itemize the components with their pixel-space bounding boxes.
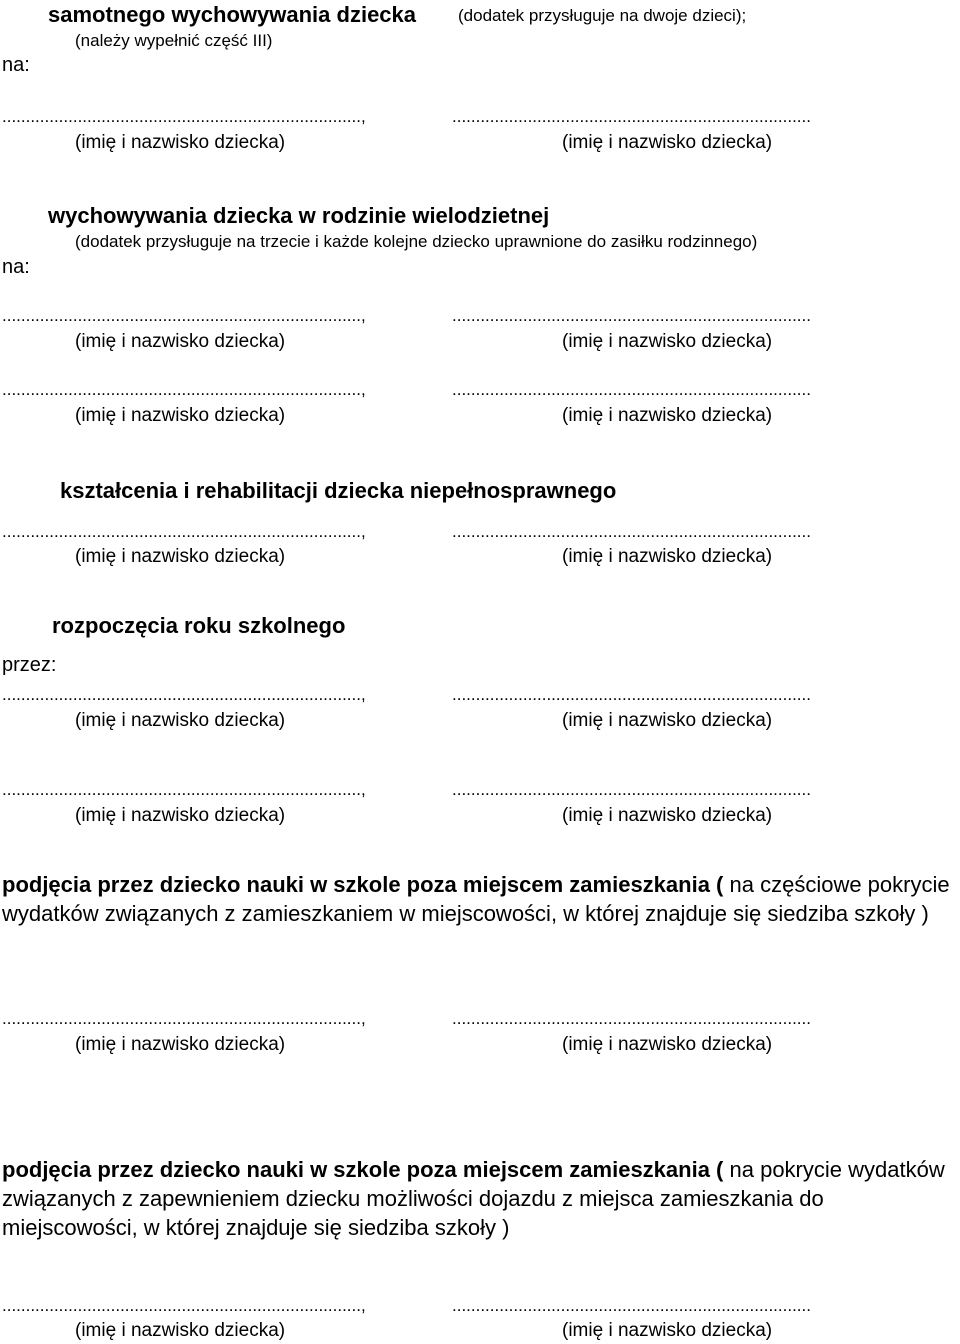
child-name-field-right[interactable]: ............................................................................	[452, 522, 811, 541]
child-name-field-left[interactable]: ............................................................................,	[2, 685, 366, 704]
child-name-field-right[interactable]: ............................................................................	[452, 380, 811, 399]
section-title-disabled-child: kształcenia i rehabilitacji dziecka niepełnosprawnego	[60, 478, 617, 503]
prefix-na: na:	[2, 256, 30, 278]
section-text-accommodation: na częściowe pokrycie wydatków związanych z zamieszkaniem w miejscowości, w której znajduje się siedziba szkoły )	[2, 872, 950, 926]
field-caption: (imię i nazwisko dziecka)	[562, 1034, 773, 1055]
prefix-przez: przez:	[2, 654, 57, 676]
field-caption: (imię i nazwisko dziecka)	[562, 805, 773, 826]
section-title-single-parent: samotnego wychowywania dziecka	[48, 2, 417, 27]
field-caption: (imię i nazwisko dziecka)	[75, 710, 286, 731]
section-title-accommodation: podjęcia przez dziecko nauki w szkole poza miejscem zamieszkania (	[2, 872, 724, 897]
field-caption: (imię i nazwisko dziecka)	[562, 405, 773, 426]
section-title-large-family: wychowywania dziecka w rodzinie wielodzietnej	[48, 203, 550, 228]
section-note-two-children: (dodatek przysługuje na dwoje dzieci);	[458, 6, 747, 25]
section-text-commuting: na pokrycie wydatków związanych z zapewnieniem dziecku możliwości dojazdu z miejsca zamieszkania do miejscowości, w której znajduje się siedziba szkoły )	[2, 1157, 945, 1240]
section-title-school-year: rozpoczęcia roku szkolnego	[52, 613, 346, 638]
field-caption: (imię i nazwisko dziecka)	[562, 710, 773, 731]
field-caption: (imię i nazwisko dziecka)	[75, 331, 286, 352]
child-name-field-right[interactable]: ............................................................................	[452, 780, 811, 799]
child-name-field-left[interactable]: ............................................................................,	[2, 780, 366, 799]
child-name-field-right[interactable]: ............................................................................	[452, 1296, 811, 1315]
field-caption: (imię i nazwisko dziecka)	[75, 1320, 286, 1341]
section-note-part-iii: (należy wypełnić część III)	[75, 31, 273, 50]
child-name-field-right[interactable]: ............................................................................	[452, 1009, 811, 1028]
field-caption: (imię i nazwisko dziecka)	[562, 132, 773, 153]
section-title-commuting: podjęcia przez dziecko nauki w szkole poza miejscem zamieszkania (	[2, 1157, 724, 1182]
child-name-field-right[interactable]: ............................................................................	[452, 306, 811, 325]
child-name-field-left[interactable]: ............................................................................,	[2, 107, 366, 126]
child-name-field-right[interactable]: ............................................................................	[452, 107, 811, 126]
field-caption: (imię i nazwisko dziecka)	[75, 1034, 286, 1055]
child-name-field-left[interactable]: ............................................................................,	[2, 1009, 366, 1028]
child-name-field-left[interactable]: ............................................................................,	[2, 522, 366, 541]
section-paragraph-accommodation	[2, 870, 957, 928]
child-name-field-left[interactable]: ............................................................................,	[2, 306, 366, 325]
field-caption: (imię i nazwisko dziecka)	[75, 805, 286, 826]
child-name-field-left[interactable]: ............................................................................,	[2, 1296, 366, 1315]
field-caption: (imię i nazwisko dziecka)	[75, 546, 286, 567]
field-caption: (imię i nazwisko dziecka)	[75, 405, 286, 426]
field-caption: (imię i nazwisko dziecka)	[562, 546, 773, 567]
child-name-field-left[interactable]: ............................................................................,	[2, 380, 366, 399]
prefix-na: na:	[2, 54, 30, 76]
field-caption: (imię i nazwisko dziecka)	[562, 1320, 773, 1341]
section-paragraph-commuting	[2, 1155, 957, 1242]
field-caption: (imię i nazwisko dziecka)	[75, 132, 286, 153]
section-note-third-child: (dodatek przysługuje na trzecie i każde kolejne dziecko uprawnione do zasiłku rodzinnego)	[75, 232, 758, 251]
field-caption: (imię i nazwisko dziecka)	[562, 331, 773, 352]
child-name-field-right[interactable]: ............................................................................	[452, 685, 811, 704]
